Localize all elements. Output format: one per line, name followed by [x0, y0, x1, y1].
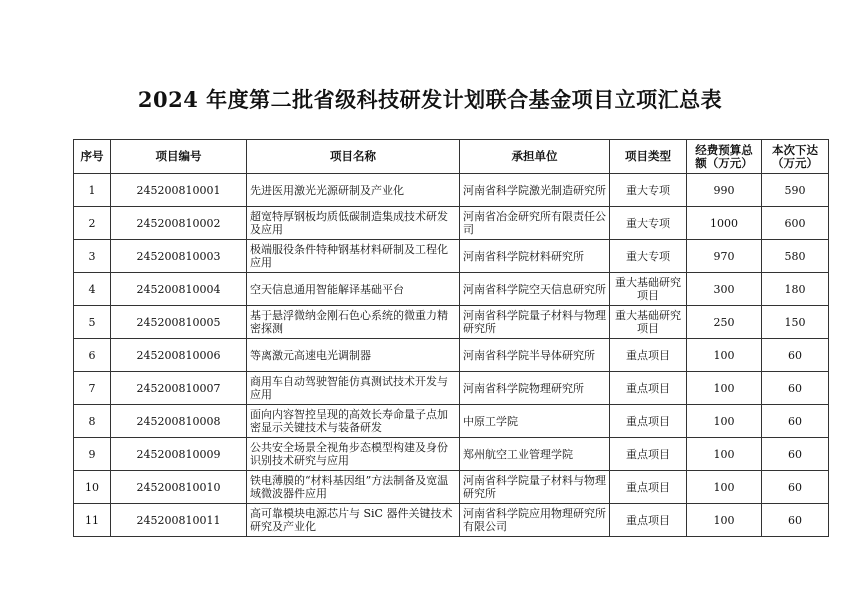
- cell-type: 重点项目: [610, 438, 687, 471]
- cell-unit: 河南省科学院激光制造研究所: [460, 174, 610, 207]
- table-row: [74, 339, 829, 372]
- table-row: [74, 405, 829, 438]
- cell-no: 8: [74, 405, 111, 438]
- cell-issued: 60: [762, 372, 829, 405]
- table-header-row: [74, 140, 829, 174]
- cell-budget: 100: [687, 471, 762, 504]
- cell-budget: 990: [687, 174, 762, 207]
- cell-issued: 60: [762, 438, 829, 471]
- cell-no: 5: [74, 306, 111, 339]
- table-row: [74, 504, 829, 537]
- cell-type: 重大基础研究项目: [610, 273, 687, 306]
- cell-code: 245200810004: [111, 273, 247, 306]
- cell-no: 10: [74, 471, 111, 504]
- header-issued: 本次下达（万元）: [762, 140, 829, 174]
- cell-no: 9: [74, 438, 111, 471]
- page-title: 2024 年度第二批省级科技研发计划联合基金项目立项汇总表: [137, 87, 723, 112]
- cell-budget: 100: [687, 405, 762, 438]
- cell-unit: 郑州航空工业管理学院: [460, 438, 610, 471]
- cell-code: 245200810005: [111, 306, 247, 339]
- cell-unit: 河南省科学院材料研究所: [460, 240, 610, 273]
- cell-code: 245200810007: [111, 372, 247, 405]
- cell-unit: 河南省科学院应用物理研究所有限公司: [460, 504, 610, 537]
- cell-type: 重点项目: [610, 339, 687, 372]
- table-row: [74, 438, 829, 471]
- cell-no: 1: [74, 174, 111, 207]
- table-row: [74, 174, 829, 207]
- cell-no: 11: [74, 504, 111, 537]
- header-budget: 经费预算总额（万元）: [687, 140, 762, 174]
- cell-code: 245200810011: [111, 504, 247, 537]
- header-unit: 承担单位: [460, 140, 610, 174]
- cell-budget: 100: [687, 438, 762, 471]
- cell-name: 高可靠模块电源芯片与 SiC 器件关键技术研究及产业化: [247, 504, 460, 537]
- header-type: 项目类型: [610, 140, 687, 174]
- cell-unit: 河南省冶金研究所有限责任公司: [460, 207, 610, 240]
- cell-unit: 河南省科学院半导体研究所: [460, 339, 610, 372]
- cell-no: 7: [74, 372, 111, 405]
- header-name: 项目名称: [247, 140, 460, 174]
- cell-code: 245200810009: [111, 438, 247, 471]
- header-code: 项目编号: [111, 140, 247, 174]
- cell-issued: 580: [762, 240, 829, 273]
- cell-name: 超宽特厚钢板均质低碳制造集成技术研发及应用: [247, 207, 460, 240]
- cell-name: 基于悬浮微纳金刚石色心系统的微重力精密探测: [247, 306, 460, 339]
- cell-budget: 300: [687, 273, 762, 306]
- cell-unit: 中原工学院: [460, 405, 610, 438]
- cell-type: 重大专项: [610, 174, 687, 207]
- cell-issued: 60: [762, 504, 829, 537]
- cell-code: 245200810006: [111, 339, 247, 372]
- cell-unit: 河南省科学院量子材料与物理研究所: [460, 306, 610, 339]
- cell-name: 空天信息通用智能解译基础平台: [247, 273, 460, 306]
- cell-name: 等离激元高速电光调制器: [247, 339, 460, 372]
- cell-type: 重大专项: [610, 207, 687, 240]
- cell-name: 面向内容智控呈现的高效长寿命量子点加密显示关键技术与装备研发: [247, 405, 460, 438]
- cell-no: 4: [74, 273, 111, 306]
- cell-budget: 100: [687, 339, 762, 372]
- cell-name: 极端服役条件特种钢基材料研制及工程化应用: [247, 240, 460, 273]
- cell-code: 245200810003: [111, 240, 247, 273]
- cell-issued: 150: [762, 306, 829, 339]
- cell-name: 公共安全场景全视角步态模型构建及身份识别技术研究与应用: [247, 438, 460, 471]
- cell-code: 245200810010: [111, 471, 247, 504]
- cell-name: 商用车自动驾驶智能仿真测试技术开发与应用: [247, 372, 460, 405]
- table-row: [74, 471, 829, 504]
- header-no: 序号: [74, 140, 111, 174]
- cell-issued: 60: [762, 405, 829, 438]
- cell-issued: 180: [762, 273, 829, 306]
- cell-code: 245200810001: [111, 174, 247, 207]
- cell-issued: 590: [762, 174, 829, 207]
- cell-issued: 60: [762, 471, 829, 504]
- cell-type: 重点项目: [610, 372, 687, 405]
- cell-issued: 60: [762, 339, 829, 372]
- cell-budget: 100: [687, 372, 762, 405]
- cell-unit: 河南省科学院物理研究所: [460, 372, 610, 405]
- cell-budget: 100: [687, 504, 762, 537]
- cell-budget: 970: [687, 240, 762, 273]
- table-row: [74, 240, 829, 273]
- cell-no: 6: [74, 339, 111, 372]
- cell-type: 重点项目: [610, 405, 687, 438]
- table-row: [74, 372, 829, 405]
- cell-budget: 250: [687, 306, 762, 339]
- cell-code: 245200810008: [111, 405, 247, 438]
- cell-type: 重点项目: [610, 504, 687, 537]
- table-row: [74, 273, 829, 306]
- table-row: [74, 207, 829, 240]
- cell-code: 245200810002: [111, 207, 247, 240]
- cell-type: 重大专项: [610, 240, 687, 273]
- cell-unit: 河南省科学院量子材料与物理研究所: [460, 471, 610, 504]
- cell-type: 重大基础研究项目: [610, 306, 687, 339]
- cell-type: 重点项目: [610, 471, 687, 504]
- cell-name: 铁电薄膜的“材料基因组”方法制备及宽温域微波器件应用: [247, 471, 460, 504]
- cell-unit: 河南省科学院空天信息研究所: [460, 273, 610, 306]
- cell-no: 2: [74, 207, 111, 240]
- cell-budget: 1000: [687, 207, 762, 240]
- table-row: [74, 306, 829, 339]
- cell-name: 先进医用激光光源研制及产业化: [247, 174, 460, 207]
- cell-issued: 600: [762, 207, 829, 240]
- project-summary-table: [73, 139, 829, 537]
- cell-no: 3: [74, 240, 111, 273]
